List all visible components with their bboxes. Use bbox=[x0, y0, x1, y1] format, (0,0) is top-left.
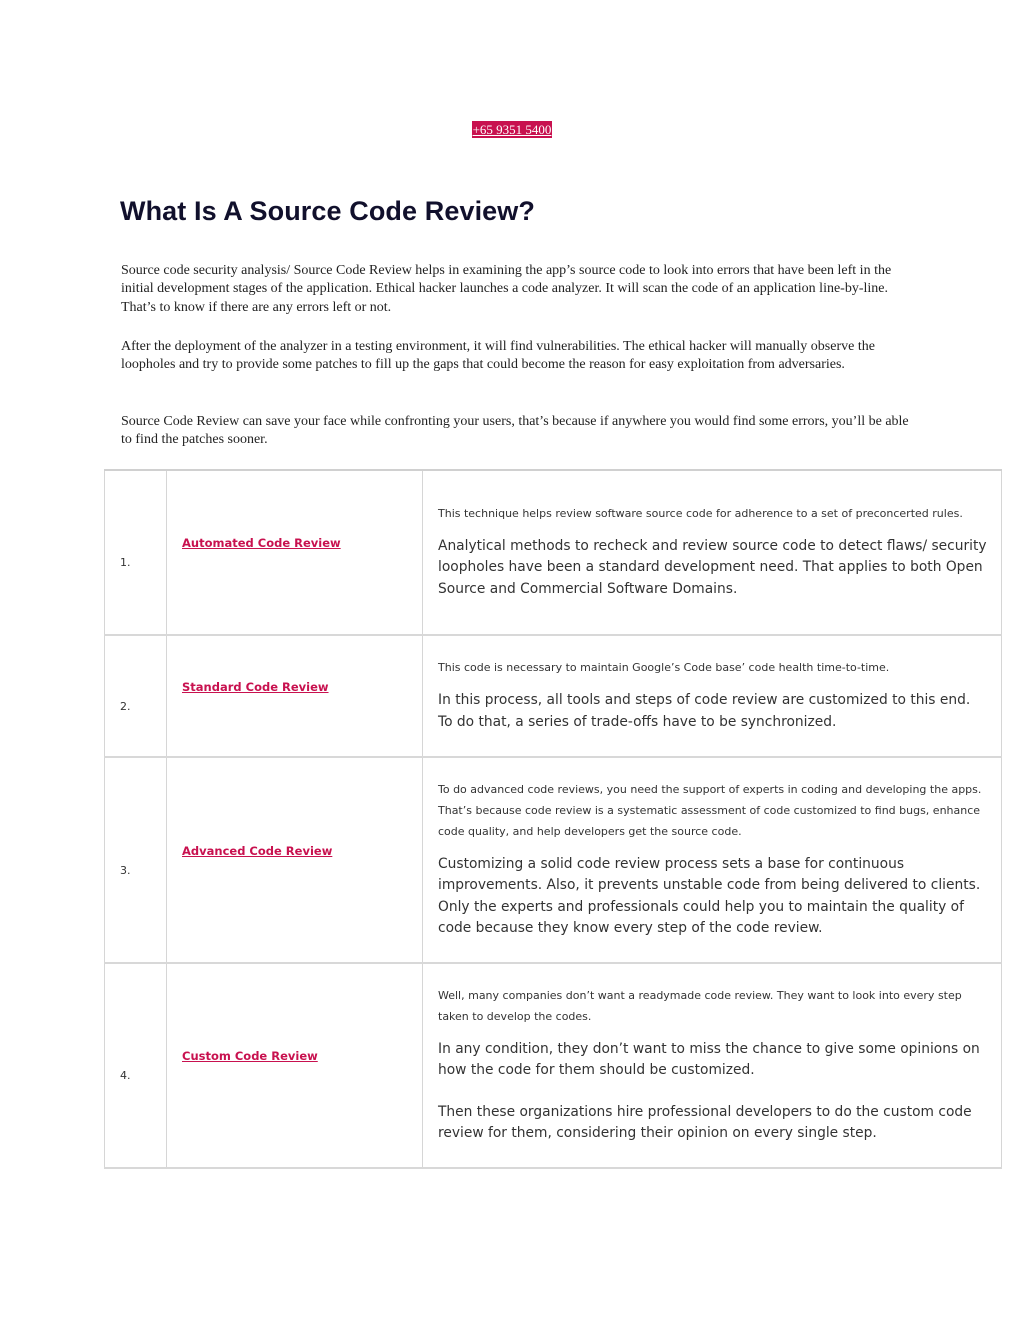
review-types-table bbox=[104, 469, 1002, 1169]
phone-link[interactable]: +65 9351 5400 bbox=[472, 122, 552, 137]
page-title: What Is A Source Code Review? bbox=[120, 196, 535, 226]
table-row bbox=[105, 757, 1002, 963]
row-number: 3. bbox=[105, 757, 167, 963]
row-description bbox=[423, 963, 1002, 1168]
row-title-cell bbox=[167, 470, 423, 635]
table-row bbox=[105, 963, 1002, 1168]
intro-paragraph-1: Source code security analysis/ Source Code Review helps in examining the app’s source code to look into errors that have been left in the initial development stages of the application. Ethical hacker launches a code analyzer. It will scan the code of an application line-by-line. That’s to know if there are any errors left or not. bbox=[121, 263, 892, 315]
table-row bbox=[105, 635, 1002, 757]
row-detail: Then these organizations hire professional developers to do the custom code review for them, considering their opinion on every single step. bbox=[438, 1103, 972, 1141]
row-detail: Analytical methods to recheck and review source code to detect flaws/ security loopholes have been a standard development need. That applies to both Open Source and Commercial Software Domains. bbox=[438, 537, 987, 597]
advanced-code-review-link[interactable]: Advanced Code Review bbox=[182, 843, 333, 858]
custom-code-review-link[interactable]: Custom Code Review bbox=[182, 1049, 318, 1063]
row-summary: To do advanced code reviews, you need the support of experts in coding and developing the apps. That’s because code review is a systematic assessment of code customized to find bugs, enhance code quality, and help developers get the source code. bbox=[438, 782, 982, 838]
automated-code-review-link[interactable]: Automated Code Review bbox=[182, 536, 341, 550]
standard-code-review-link[interactable]: Standard Code Review bbox=[182, 679, 329, 694]
row-summary: Well, many companies don’t want a readymade code review. They want to look into every step taken to develop the codes. bbox=[438, 988, 962, 1023]
row-description bbox=[423, 470, 1002, 635]
row-number: 2. bbox=[105, 635, 167, 757]
row-description bbox=[423, 757, 1002, 963]
row-summary: This code is necessary to maintain Google’s Code base’ code health time-to-time. bbox=[438, 661, 890, 674]
intro-paragraph-3: Source Code Review can save your face while confronting your users, that’s because if anywhere you would find some errors, you’ll be able to find the patches sooner. bbox=[121, 414, 909, 448]
row-description bbox=[423, 635, 1002, 757]
row-detail: Customizing a solid code review process sets a base for continuous improvements. Also, it prevents unstable code from being delivered to clients. Only the experts and professionals could help you to maintain the quality of code because they know every step of the code review. bbox=[438, 855, 981, 936]
row-summary: This technique helps review software source code for adherence to a set of preconcerted rules. bbox=[438, 506, 963, 520]
row-title-cell bbox=[167, 635, 423, 757]
row-number: 1. bbox=[105, 470, 167, 635]
row-detail: In this process, all tools and steps of code review are customized to this end. To do that, a series of trade-offs have to be synchronized. bbox=[438, 692, 971, 730]
intro-paragraph-2: After the deployment of the analyzer in a testing environment, it will find vulnerabilities. The ethical hacker will manually observe the loopholes and try to provide some patches to fill up the gaps that could become the reason for easy exploitation from adversaries. bbox=[121, 339, 875, 373]
row-number: 4. bbox=[105, 963, 167, 1168]
phone-banner bbox=[0, 121, 1024, 139]
row-title-cell bbox=[167, 963, 423, 1168]
row-detail: In any condition, they don’t want to miss the chance to give some opinions on how the code for them should be customized. bbox=[438, 1040, 980, 1078]
table-row bbox=[105, 470, 1002, 635]
row-title-cell bbox=[167, 757, 423, 963]
